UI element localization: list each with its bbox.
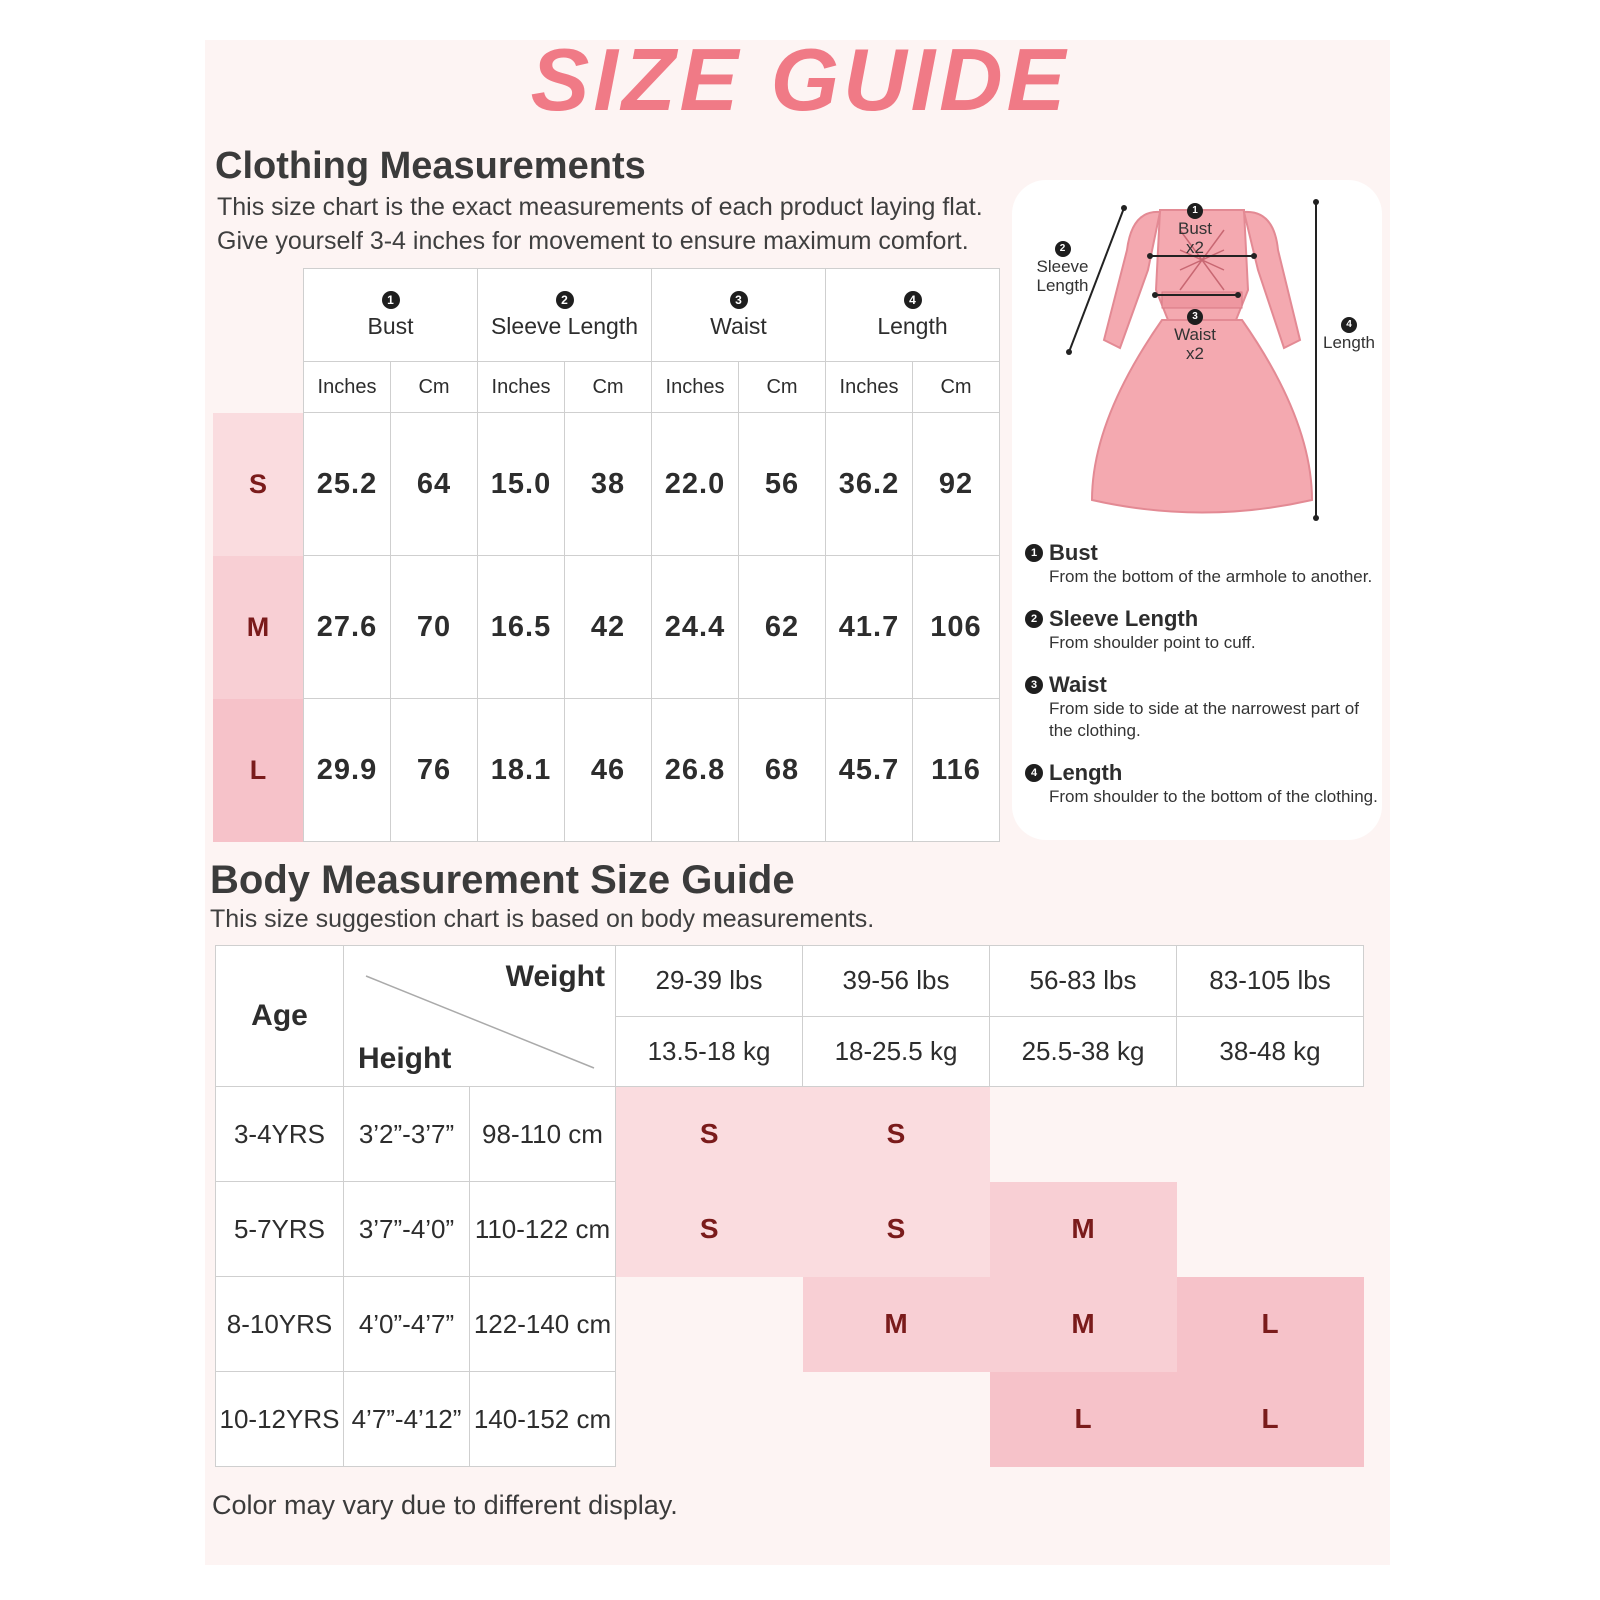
cell-value: 16.5 (478, 556, 565, 699)
height-cm-cell: 110-122 cm (470, 1182, 616, 1277)
body-desc: This size suggestion chart is based on body measurements. (210, 905, 875, 933)
unit-cm: Cm (739, 362, 826, 413)
cell-value: 46 (565, 699, 652, 842)
unit-cm: Cm (565, 362, 652, 413)
size-cell-empty (1177, 1087, 1364, 1182)
clothing-desc-2: Give yourself 3-4 inches for movement to ensure maximum comfort. (217, 227, 969, 255)
measurement-definitions (1025, 540, 1385, 826)
cell-value: 106 (913, 556, 1000, 699)
weight-lbs: 29-39 lbs (616, 946, 803, 1017)
size-cell-empty (616, 1372, 803, 1467)
definition-length: 4 Length From shoulder to the bottom of the clothing. (1025, 760, 1385, 808)
weight-kg: 25.5-38 kg (990, 1016, 1177, 1087)
size-label: M (213, 556, 304, 699)
size-cell: S (803, 1087, 990, 1182)
body-heading: Body Measurement Size Guide (210, 858, 795, 902)
size-label: L (213, 699, 304, 842)
table-row (216, 1087, 1364, 1182)
size-cell-empty (803, 1372, 990, 1467)
cell-value: 29.9 (304, 699, 391, 842)
col-sleeve-length: 2 Sleeve Length (478, 269, 652, 362)
col-length: 4 Length (826, 269, 1000, 362)
table-row (213, 699, 1000, 842)
cell-value: 92 (913, 413, 1000, 556)
clothing-desc-1: This size chart is the exact measurements of each product laying flat. (217, 193, 983, 221)
cell-value: 27.6 (304, 556, 391, 699)
cell-value: 70 (391, 556, 478, 699)
cell-value: 56 (739, 413, 826, 556)
cell-value: 26.8 (652, 699, 739, 842)
unit-cm: Cm (913, 362, 1000, 413)
table-row (216, 1372, 1364, 1467)
cell-value: 41.7 (826, 556, 913, 699)
table-row (213, 556, 1000, 699)
svg-text:SIZE GUIDE: SIZE GUIDE (530, 30, 1070, 129)
clothing-heading: Clothing Measurements (215, 145, 646, 187)
age-header: Age (216, 946, 344, 1087)
table-row (216, 1277, 1364, 1372)
cell-value: 25.2 (304, 413, 391, 556)
size-cell: M (803, 1277, 990, 1372)
height-ft-cell: 3’7”-4’0” (344, 1182, 470, 1277)
weight-kg: 38-48 kg (1177, 1016, 1364, 1087)
age-cell: 5-7YRS (216, 1182, 344, 1277)
weight-kg: 13.5-18 kg (616, 1016, 803, 1087)
cell-value: 62 (739, 556, 826, 699)
size-cell-empty (990, 1087, 1177, 1182)
cell-value: 64 (391, 413, 478, 556)
size-cell: M (990, 1277, 1177, 1372)
height-cm-cell: 140-152 cm (470, 1372, 616, 1467)
size-cell: L (1177, 1372, 1364, 1467)
table-row (213, 413, 1000, 556)
weight-lbs: 39-56 lbs (803, 946, 990, 1017)
col-waist: 3 Waist (652, 269, 826, 362)
cell-value: 45.7 (826, 699, 913, 842)
unit-inches: Inches (478, 362, 565, 413)
weight-lbs: 83-105 lbs (1177, 946, 1364, 1017)
diagram-length-label: 4 Length (1323, 319, 1375, 352)
cell-value: 15.0 (478, 413, 565, 556)
weight-height-header (344, 946, 616, 1087)
height-label: Height (358, 1042, 452, 1075)
size-label: S (213, 413, 304, 556)
color-disclaimer: Color may vary due to different display. (212, 1490, 678, 1520)
age-cell: 8-10YRS (216, 1277, 344, 1372)
unit-cm: Cm (391, 362, 478, 413)
col-bust: 1 Bust (304, 269, 478, 362)
size-cell-empty (616, 1277, 803, 1372)
height-ft-cell: 4’7”-4’12” (344, 1372, 470, 1467)
cell-value: 68 (739, 699, 826, 842)
diagram-bust-label: 1 Bust x2 (1177, 205, 1213, 257)
height-ft-cell: 4’0”-4’7” (344, 1277, 470, 1372)
cell-value: 42 (565, 556, 652, 699)
size-cell: S (616, 1087, 803, 1182)
weight-lbs: 56-83 lbs (990, 946, 1177, 1017)
diagram-waist-label: 3 Waist x2 (1174, 311, 1216, 363)
table-row (216, 1182, 1364, 1277)
height-cm-cell: 122-140 cm (470, 1277, 616, 1372)
corner-blank (213, 269, 304, 413)
height-cm-cell: 98-110 cm (470, 1087, 616, 1182)
size-cell-empty (1177, 1182, 1364, 1277)
size-cell: L (990, 1372, 1177, 1467)
size-guide-title (530, 20, 1070, 140)
definition-sleeve-length: 2 Sleeve Length From shoulder point to cuff. (1025, 606, 1385, 654)
height-ft-cell: 3’2”-3’7” (344, 1087, 470, 1182)
body-measurement-table (215, 945, 1364, 1467)
size-cell: S (616, 1182, 803, 1277)
cell-value: 116 (913, 699, 1000, 842)
cell-value: 38 (565, 413, 652, 556)
unit-inches: Inches (652, 362, 739, 413)
age-cell: 3-4YRS (216, 1087, 344, 1182)
cell-value: 22.0 (652, 413, 739, 556)
definition-waist: 3 Waist From side to side at the narrowest part of the clothing. (1025, 672, 1385, 742)
size-cell: L (1177, 1277, 1364, 1372)
size-cell: S (803, 1182, 990, 1277)
definition-bust: 1 Bust From the bottom of the armhole to another. (1025, 540, 1385, 588)
cell-value: 76 (391, 699, 478, 842)
diagram-sleeve-label: 2 Sleeve Length (1036, 243, 1089, 295)
cell-value: 18.1 (478, 699, 565, 842)
weight-label: Weight (505, 960, 605, 993)
cell-value: 24.4 (652, 556, 739, 699)
size-cell: M (990, 1182, 1177, 1277)
age-cell: 10-12YRS (216, 1372, 344, 1467)
unit-inches: Inches (304, 362, 391, 413)
weight-kg: 18-25.5 kg (803, 1016, 990, 1087)
unit-inches: Inches (826, 362, 913, 413)
clothing-measurements-table (213, 268, 1000, 842)
cell-value: 36.2 (826, 413, 913, 556)
